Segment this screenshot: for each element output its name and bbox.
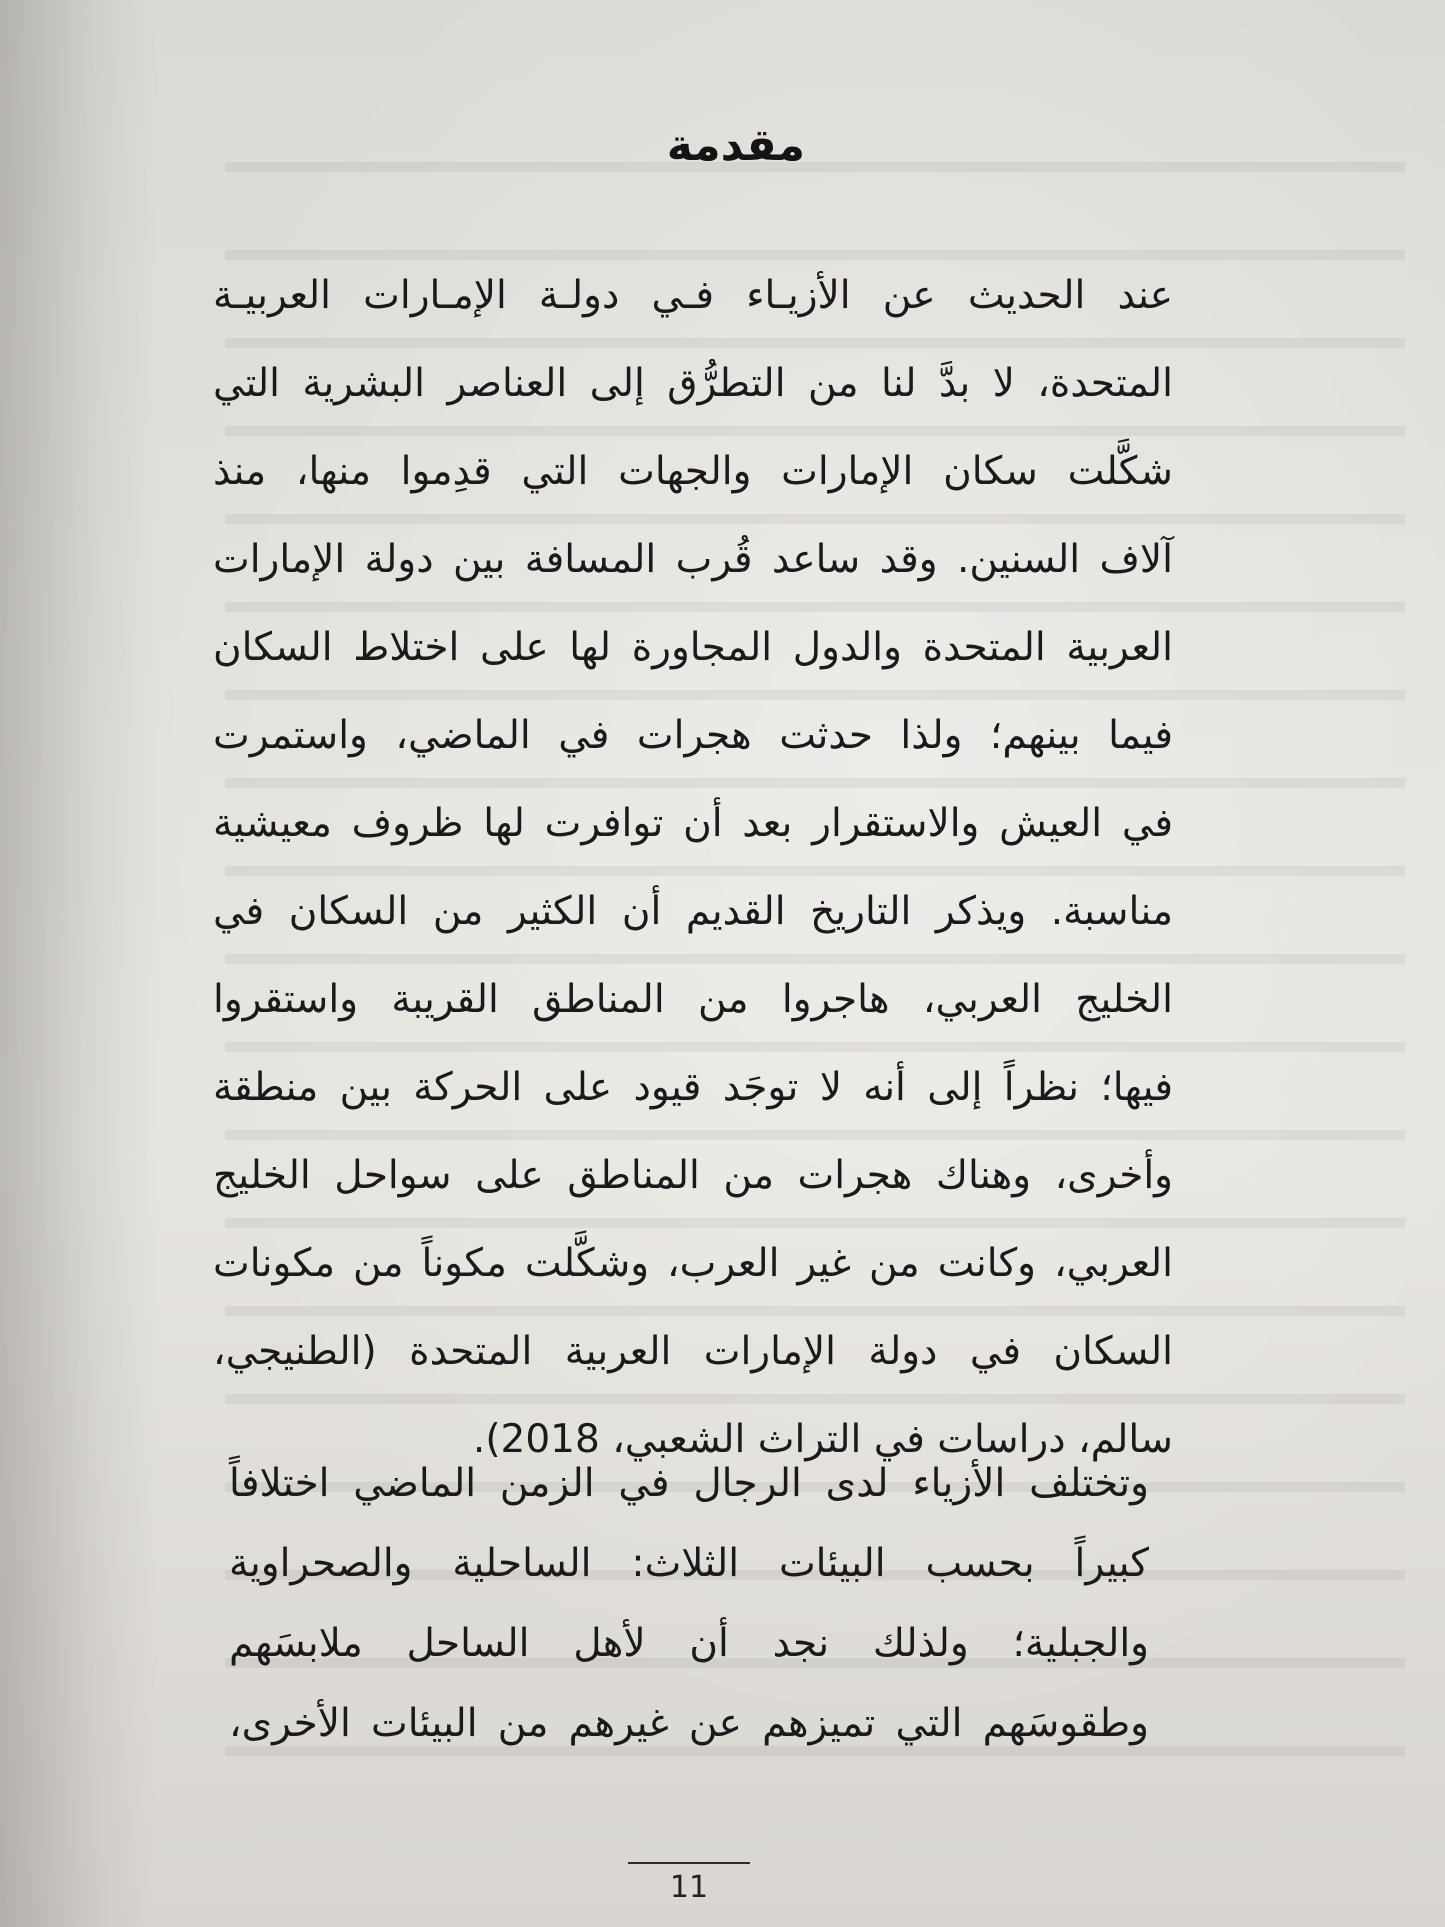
text-line: العربي، وكانت من غير العرب، وشكَّلت مكوناً من مكونات: [213, 1241, 1173, 1286]
text-line: وأخرى، وهناك هجرات من المناطق على سواحل الخليج: [213, 1153, 1173, 1198]
text-line: العربية المتحدة والدول المجاورة لها على اختلاط السكان: [213, 625, 1173, 670]
text-line: الخليج العربي، هاجروا من المناطق القريبة واستقروا: [213, 977, 1173, 1022]
text-line: المتحدة، لا بدَّ لنا من التطرُّق إلى العناصر البشرية التي: [213, 361, 1173, 406]
text-line: فيها؛ نظراً إلى أنه لا توجَد قيود على الحركة بين منطقة: [213, 1065, 1173, 1110]
text-line: فيما بينهم؛ ولذا حدثت هجرات في الماضي، واستمرت: [213, 713, 1173, 758]
footer-rule: [628, 1862, 750, 1864]
page-gutter-shadow: [0, 0, 160, 1927]
paragraph-2: [229, 1444, 1149, 1764]
page-number: 11: [669, 1870, 709, 1905]
text-line: عند الحديث عن الأزيـاء فـي دولـة الإمـارات العربيـة: [213, 273, 1173, 318]
chapter-heading: مقدمة: [666, 120, 805, 171]
text-line-last: سالم، دراسات في التراث الشعبي، 2018).: [472, 1417, 1173, 1462]
text-line: آلاف السنين. وقد ساعد قُرب المسافة بين دولة الإمارات: [213, 537, 1173, 582]
text-line: في العيش والاستقرار بعد أن توافرت لها ظروف معيشية: [213, 801, 1173, 846]
text-line: والجبلية؛ ولذلك نجد أن لأهل الساحل ملابسَهم: [229, 1621, 1149, 1666]
text-line: وتختلف الأزياء لدى الرجال في الزمن الماضي اختلافاً: [229, 1461, 1149, 1506]
text-line: وطقوسَهم التي تميزهم عن غيرهم من البيئات الأخرى،: [229, 1701, 1149, 1746]
text-line: كبيراً بحسب البيئات الثلاث: الساحلية والصحراوية: [229, 1541, 1149, 1586]
paragraph-1: [213, 252, 1173, 1484]
text-line: شكَّلت سكان الإمارات والجهات التي قدِموا منها، منذ: [213, 449, 1173, 494]
text-line: السكان في دولة الإمارات العربية المتحدة (الطنيجي،: [213, 1329, 1173, 1374]
text-line: مناسبة. ويذكر التاريخ القديم أن الكثير من السكان في: [213, 889, 1173, 934]
